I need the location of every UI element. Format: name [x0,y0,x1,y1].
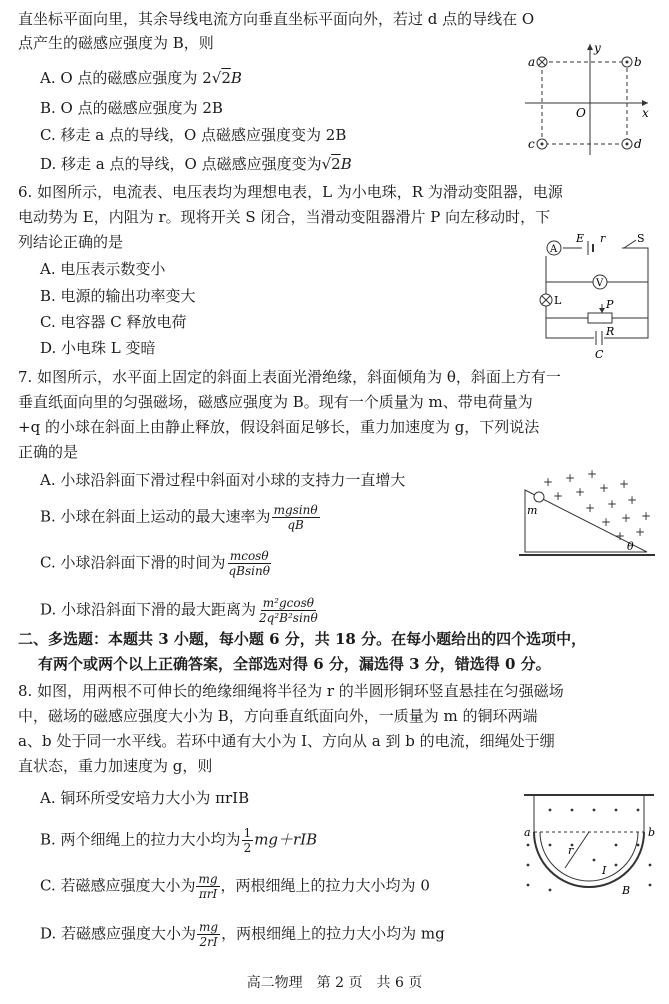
q5-line2: 点产生的磁感应强度为 B，则 [18,34,214,52]
svg-text:+: + [543,475,554,489]
q8-option-c: C. 若磁感应强度大小为 $\frac{mg}{\text{πrI}}$ ，两根细绳上的拉力大小均为 0 [40,872,430,901]
q6-label-ammeter: A [550,244,558,255]
q6-label-r: r [600,232,606,245]
q6-label-voltmeter: V [596,278,604,289]
q7-option-d: D. 小球沿斜面下滑的最大距离为 $\frac{\text{m²gcosθ}}{\text{2q²B²sinθ}}$ [40,596,318,625]
q5-label-a: a [528,55,536,69]
q8-option-d: D. 若磁感应强度大小为 $\frac{mg}{2rI}$ ，两根细绳上的拉力大小均为 mg [40,920,445,949]
q5-option-b: B. O 点的磁感应强度为 2B [40,99,223,117]
q8-line4: 直状态，重力加速度为 g，则 [18,757,213,775]
q7-line4: 正确的是 [18,443,79,461]
svg-text:+: + [627,493,638,507]
q5-label-y: y [594,41,601,55]
q5-option-c: C. 移走 a 点的导线，O 点磁感应强度变为 2B [40,126,347,144]
svg-text:+: + [615,529,626,543]
q7-option-a: A. 小球沿斜面下滑过程中斜面对小球的支持力一直增大 [40,471,406,489]
q8-line3: a、b 处于同一水平线。若环中通有大小为 I、方向从 a 到 b 的电流，细绳处于绷 [18,732,555,750]
svg-text:+: + [641,509,652,523]
svg-text:+: + [619,477,630,491]
q7-line1: 7. 如图所示，水平面上固定的斜面上表面光滑绝缘，斜面倾角为 θ，斜面上方有一 [18,368,561,386]
q8-label-a: a [524,826,531,839]
q7-label-theta: θ [627,540,634,553]
q5-option-a: A. O 点的磁感应强度为 2√2B [40,69,242,87]
q8-option-a: A. 铜环所受安培力大小为 πrIB [40,789,250,807]
q6-option-b: B. 电源的输出功率变大 [40,287,196,305]
q5-option-d: D. 移走 a 点的导线，O 点磁感应强度变为√2B [40,155,352,173]
q6-label-e: E [576,232,585,245]
q5-label-c: c [528,137,535,151]
svg-text:+: + [599,481,610,495]
q8-label-current: I [602,864,607,877]
q5-label-x: x [642,106,649,120]
q6-label-p: P [606,298,614,311]
q8-option-b: B. 两个细绳上的拉力大小均为 $\frac{1}{2}$ mg＋rIB [40,826,318,855]
q8-label-field: B [622,884,631,897]
q8-line2: 中，磁场的磁感应强度大小为 B，方向垂直纸面向外，一质量为 m 的铜环两端 [18,707,538,725]
q5-wire-figure [520,40,655,160]
q7-line2: 垂直纸面向里的匀强磁场，磁感应强度为 B。现有一个质量为 m、带电荷量为 [18,393,533,411]
q8-label-r: r [568,844,574,857]
svg-text:+: + [635,525,646,539]
q6-line1: 6. 如图所示，电流表、电压表均为理想电表，L 为小电珠，R 为滑动变阻器，电源 [18,183,563,201]
q5-label-b: b [634,55,642,69]
q8-line1: 8. 如图，用两根不可伸长的绝缘细绳将半径为 r 的半圆形铜环竖直悬挂在匀强磁场 [18,682,564,700]
q5-line1: 直坐标平面向里，其余导线电流方向垂直坐标平面向外，若过 d 点的导线在 O [18,10,535,28]
svg-text:+: + [587,470,598,481]
q6-circuit-figure [536,232,661,362]
svg-text:+: + [585,501,596,515]
q6-line3: 列结论正确的是 [18,233,124,251]
section2-line1: 二、多选题：本题共 3 小题，每小题 6 分，共 18 分。在每小题给出的四个选项中， [18,630,587,648]
section2-line2: 有两个或两个以上正确答案，全部选对得 6 分，漏选得 3 分，错选得 0 分。 [38,655,551,673]
svg-text:+: + [565,471,576,485]
q6-option-c: C. 电容器 C 释放电荷 [40,313,187,331]
q6-line2: 电动势为 E，内阻为 r。现将开关 S 闭合，当滑动变阻器滑片 P 向左移动时，下 [18,208,551,226]
q7-option-b: B. 小球在斜面上运动的最大速率为 $\frac{mgsin\theta}{qB}$ [40,503,318,532]
q7-incline-figure [515,470,660,562]
svg-text:+: + [607,497,618,511]
page-footer: 高二物理 第 2 页 共 6 页 [246,975,423,991]
q6-label-s: S [637,232,645,245]
q7-label-m: m [527,504,538,517]
svg-text:+: + [575,485,586,499]
svg-text:+: + [553,489,564,503]
q6-option-d: D. 小电珠 L 变暗 [40,339,156,357]
q6-label-rheostat: R [606,325,615,338]
q6-option-a: A. 电压表示数变小 [40,260,166,278]
q8-ring-figure [520,790,660,905]
q5-label-o: O [576,106,586,120]
q7-option-c: C. 小球沿斜面下滑的时间为 $\frac{mcos\theta}{qBsin\theta}$ [40,549,270,578]
q8-label-b: b [648,826,656,839]
q5-label-d: d [634,137,642,151]
svg-text:+: + [601,515,612,529]
svg-text:+: + [621,511,632,525]
q6-label-c: C [595,348,604,361]
q7-line3: +q 的小球在斜面上由静止释放，假设斜面足够长，重力加速度为 g，下列说法 [18,418,540,436]
q6-label-l: L [554,294,562,307]
